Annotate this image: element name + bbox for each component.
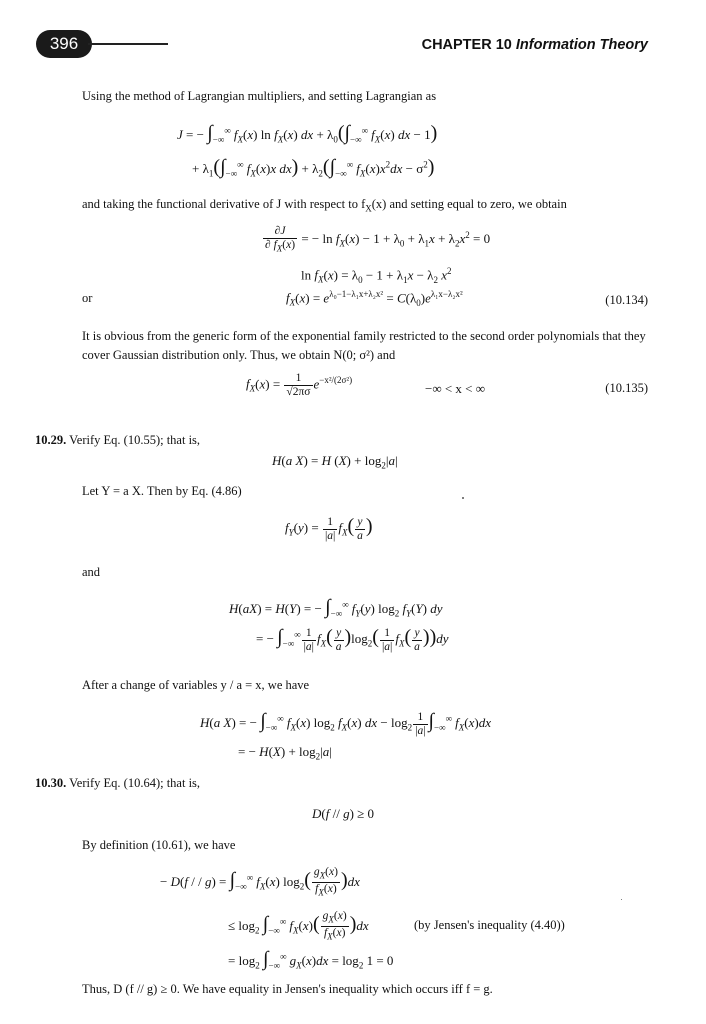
problem-text: Verify Eq. (10.64); that is, (69, 776, 201, 790)
problem-number: 10.30. (35, 776, 67, 790)
equation-d-1: − D(f / / $g) = \int_{-\infty}^\infty$ $f_X(x)$ $\log_2$( $\frac{g_X(x)}{f_X(x)}$ )dx (160, 866, 360, 898)
equation-verify-10-55: H(a X) = H $(X) + \log_2|a|$ (272, 453, 398, 471)
page-number: 396 (49, 34, 79, 53)
jensen-note: (by Jensen's inequality (4.40)) (414, 918, 565, 932)
scan-speck (462, 497, 464, 499)
paragraph-exponential-family-1: It is obvious from the generic form of the exponential family restricted to the second order polynomials that they (82, 329, 646, 343)
equation-number-135: (10.135) (605, 381, 648, 395)
equation-gaussian: $f_X(x)$ = $\frac{1}{√2\pi\sigma}$ $e^{-x^2/(2\sigma^2)}$ (246, 372, 353, 398)
paragraph-conclusion: Thus, D (f // g) ≥ 0. We have equality in Jensen's inequality which occurs iff f = g. (82, 982, 493, 996)
label-and: and (82, 565, 101, 579)
equation-hax-3: H(a X) = − $\int_{-\infty}^\infty$ $f_X(x)$ $\log_2 f_X(x)$ dx − $\log_2$ $\frac{1}{|a|}$ $\int_{-\infty}^\infty$ $f_X(x)dx$ (200, 710, 492, 737)
paragraph-intro: Using the method of Lagrangian multipliers, and setting Lagrangian as (82, 89, 437, 103)
equation-number-134: (10.134) (605, 293, 648, 307)
chapter-title: Information Theory (515, 37, 648, 53)
scan-speck (621, 899, 622, 900)
paragraph-by-definition: By definition (10.61), we have (82, 838, 236, 852)
label-or: or (82, 291, 93, 305)
page-number-badge (36, 30, 92, 58)
equation-gaussian-range: −∞ < x < ∞ (425, 381, 486, 396)
equation-lagrangian-1: J = − $\int_{-\infty}^\infty$ $f_X(x)$ $\ln f_X(x)$ dx + $\lambda_0(\int_{-\infty}^\infty$ $f_X(x)$ dx − 1) (177, 122, 438, 145)
problem-number: 10.29. (35, 433, 67, 447)
chapter-label: CHAPTER 10 (421, 37, 512, 53)
paragraph-functional-derivative: and taking the functional derivative of J with respect to $f_X(x)$ and setting equal to zero, we obtain (82, 197, 567, 214)
problem-10-29 (35, 433, 200, 448)
equation-derivative-2: $\ln f_X(x) = \lambda_0 - 1 + \lambda_1x - \lambda_2$ $x^2$ (301, 266, 452, 285)
header-rule (88, 43, 168, 45)
running-header (422, 37, 648, 53)
equation-verify-10-64: D(f // g) ≥ 0 (312, 806, 375, 821)
equation-derivative-3: $f_X(x) = e^{\lambda_0-1-\lambda_1x+\lambda_2x^2} = C(\lambda_0)e^{\lambda_1x-\lambda_2x^2}$ (286, 289, 463, 308)
equation-d-2: ≤ $\log_2 \int_{-\infty}^\infty$ $f_X(x)$( $\frac{g_X(x)}{f_X(x)}$ )dx (228, 910, 369, 942)
paragraph-change-of-variables: After a change of variables y / a = x, we have (82, 678, 310, 692)
equation-fy: $f_Y(y)$ = $\frac{1}{|a|}$ $f_X$( $\frac{y}{a}$ ) (285, 515, 373, 542)
equation-d-3: = $\log_2 \int_{-\infty}^\infty$ $g_X(x)dx = \log_2 1 = 0$ (228, 948, 394, 971)
paragraph-exponential-family-2: cover Gaussian distribution only. Thus, we obtain N(0; σ²) and (82, 348, 396, 362)
problem-10-30 (35, 776, 200, 791)
equation-hax-2: = − $\int_{-\infty}^\infty$ $\frac{1}{|a|}$ $f_X$( $\frac{y}{a}$ )$\log_2$( $\frac{1}{|a|}$ $f_X$( $\frac{y}{a}$ ))dy (256, 626, 449, 653)
equation-hax-1: H(aX) = H(Y) = − $\int_{-\infty}^\infty$ $f_Y(y)$ $\log_2 f_Y(Y)$ dy (229, 596, 443, 619)
paragraph-let-y: Let Y = a X. Then by Eq. (4.86) (82, 484, 242, 498)
equation-derivative-1: $\frac{\partial J}{\partial f_X(x)}$ = − $\ln f_X(x) - 1 + \lambda_0 + \lambda_1x + \lambda_2x^2 = 0$ (265, 225, 491, 254)
problem-text: Verify Eq. (10.55); that is, (69, 433, 201, 447)
equation-lagrangian-2: + $\lambda_1(\int_{-\infty}^\infty$ $f_X(x)x$ $dx) + \lambda_2(\int_{-\infty}^\infty$ $f_X(x)x^2dx - \sigma^2$) (192, 156, 435, 179)
equation-hax-4: = − $H(X) + \log_2|a|$ (238, 744, 332, 762)
